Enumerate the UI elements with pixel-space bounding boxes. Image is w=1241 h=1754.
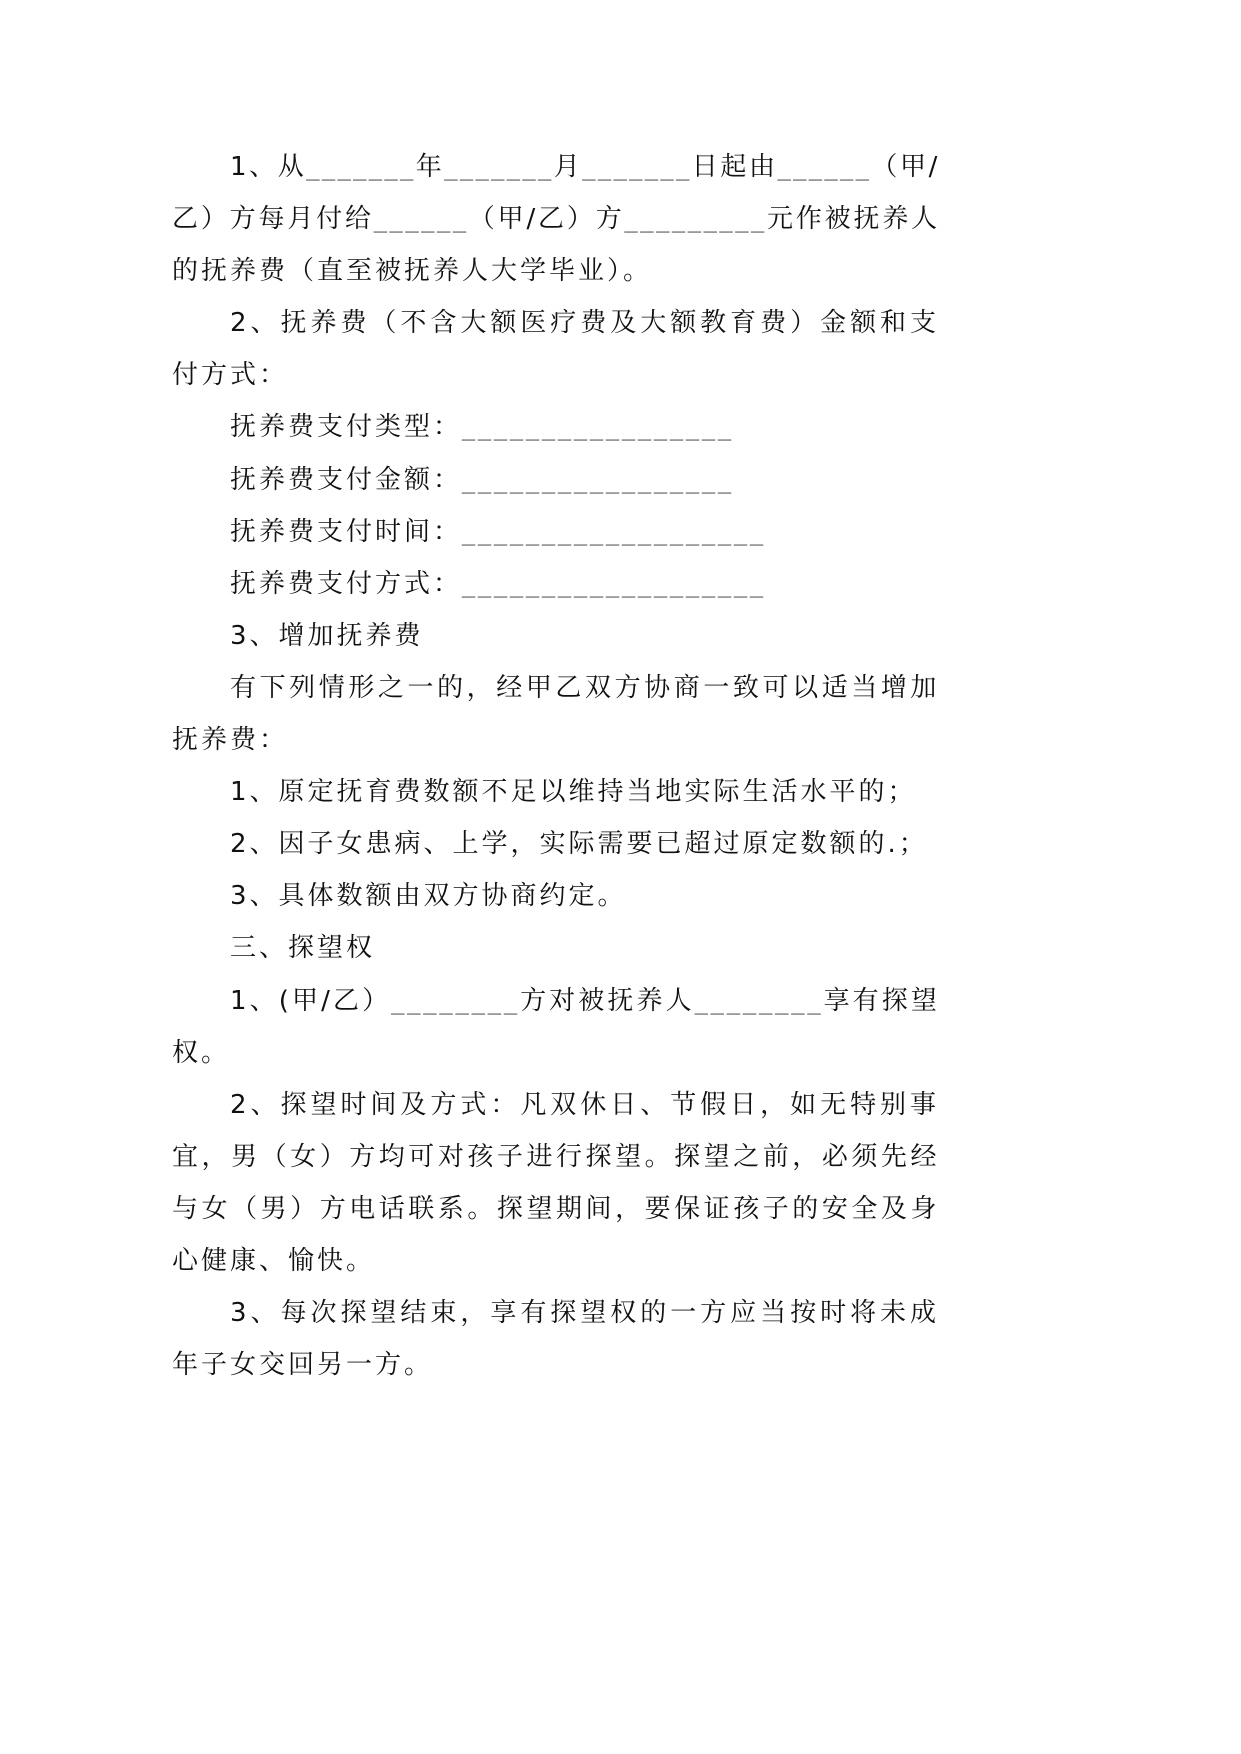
text-line: 2、探望时间及方式：凡双休日、节假日，如无特别事 [230, 1089, 940, 1120]
text-line: 1、从_______年_______月_______日起由______（甲/ [230, 152, 940, 182]
fill-in-blank: _________ [624, 204, 768, 235]
fill-in-blank: ________ [391, 985, 521, 1016]
text-line: 付方式： [172, 360, 289, 391]
text-line: 1、原定抚育费数额不足以维持当地实际生活水平的； [230, 777, 917, 808]
document-body [172, 141, 940, 1391]
fill-in-blank: ______ [373, 204, 469, 235]
fill-in-blank: _______ [306, 152, 416, 182]
fill-in-blank: ______ [777, 152, 872, 182]
fill-in-blank: _________________ [462, 464, 735, 495]
text-line: 乙）方每月付给______（甲/乙）方_________元作被抚养人 [172, 204, 940, 235]
text-line: 的抚养费（直至被抚养人大学毕业）。 [172, 256, 653, 287]
text-line: 有下列情形之一的，经甲乙双方协商一致可以适当增加 [230, 672, 940, 703]
text-line: 3、增加抚养费 [230, 620, 424, 651]
text-line: 抚养费： [172, 725, 289, 756]
fill-in-blank: _______ [444, 152, 554, 182]
fill-in-blank: ________ [694, 985, 824, 1016]
text-line: 1、(甲/乙）________方对被抚养人________享有探望 [230, 985, 940, 1016]
text-line: 权。 [172, 1037, 231, 1068]
text-line: 抚养费支付金额：_________________ [230, 464, 735, 495]
text-line: 抚养费支付类型：_________________ [230, 412, 735, 443]
text-line: 与女（男）方电话联系。探望期间，要保证孩子的安全及身 [172, 1193, 940, 1224]
text-line: 抚养费支付时间：___________________ [230, 516, 767, 547]
text-line: 3、具体数额由双方协商约定。 [230, 881, 627, 912]
text-line: 2、因子女患病、上学，实际需要已超过原定数额的.； [230, 829, 928, 860]
text-line: 抚养费支付方式：___________________ [230, 568, 767, 599]
fill-in-blank: ___________________ [462, 516, 767, 547]
text-line: 3、每次探望结束，享有探望权的一方应当按时将未成 [230, 1298, 940, 1329]
text-line: 三、探望权 [230, 933, 376, 964]
fill-in-blank: _______ [582, 152, 692, 182]
text-line: 宜，男（女）方均可对孩子进行探望。探望之前，必须先经 [172, 1141, 940, 1172]
text-line: 2、抚养费（不含大额医疗费及大额教育费）金额和支 [230, 308, 940, 339]
text-line: 心健康、愉快。 [172, 1245, 376, 1276]
fill-in-blank: _________________ [462, 412, 735, 443]
fill-in-blank: ___________________ [462, 568, 767, 599]
text-line: 年子女交回另一方。 [172, 1350, 434, 1381]
